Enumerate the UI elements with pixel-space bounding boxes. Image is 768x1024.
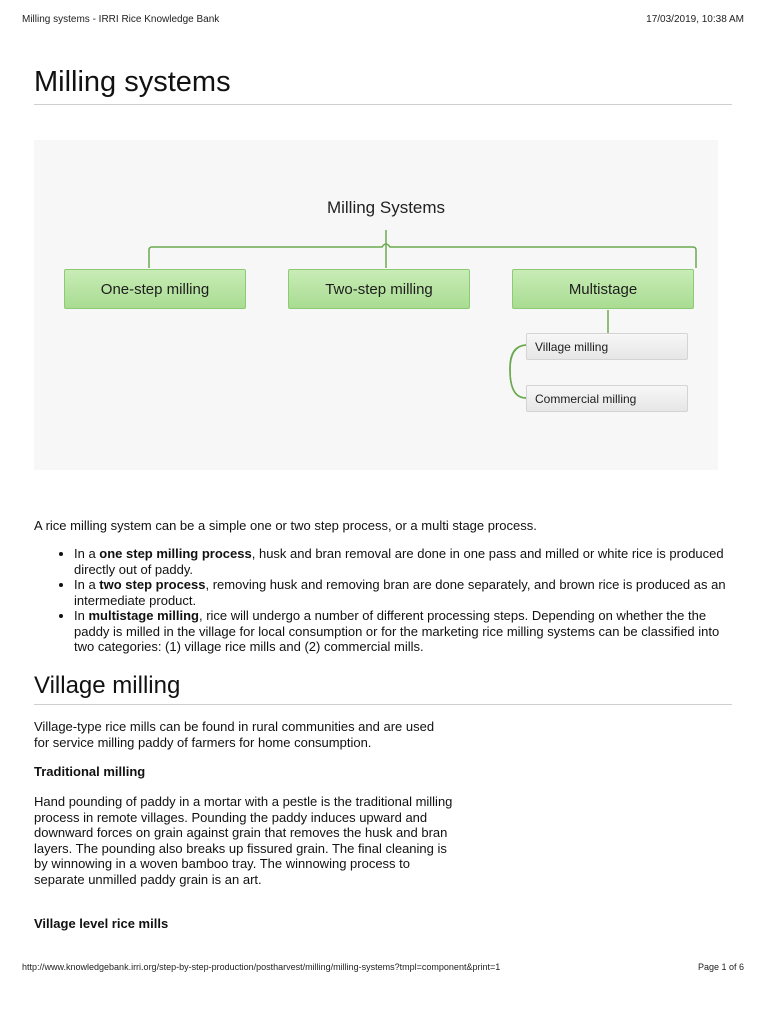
milling-systems-diagram: [34, 140, 718, 470]
subnode-village-milling: Village milling: [526, 333, 688, 360]
section-title-village-milling: Village milling: [34, 672, 181, 699]
print-footer: [22, 962, 744, 972]
list-item: • In multistage milling, rice will undergo a number of different processing steps. Depending on whether the the paddy is milled in the village for local consumption or for the marketing rice milling systems can be classified into two categories: (1) village rice mills and (2) commercial mills.: [74, 608, 734, 655]
print-header-datetime: 17/03/2019, 10:38 AM: [646, 14, 744, 25]
connector-horizontal: [149, 244, 696, 268]
subnode-commercial-milling: Commercial milling: [526, 385, 688, 412]
subheading-village-level-rice-mills: Village level rice mills: [34, 916, 169, 931]
section-divider: [34, 704, 732, 705]
print-header: [22, 14, 744, 25]
footer-url: http://www.knowledgebank.irri.org/step-by-step-production/postharvest/milling/milling-systems?tmpl=component&print=1: [22, 962, 501, 972]
node-one-step-milling: One-step milling: [64, 269, 246, 309]
page-title: Milling systems: [34, 66, 231, 98]
title-divider: [34, 104, 732, 105]
term-multistage: multistage milling: [88, 608, 199, 623]
list-item: • In a one step milling process, husk and bran removal are done in one pass and milled or white rice is produced directly out of paddy.: [74, 546, 734, 577]
subheading-traditional-milling: Traditional milling: [34, 764, 146, 779]
intro-paragraph: A rice milling system can be a simple one or two step process, or a multi stage process.: [34, 518, 537, 533]
diagram-title: Milling Systems: [326, 198, 446, 217]
term-two-step: two step process: [99, 577, 206, 592]
traditional-milling-paragraph: Hand pounding of paddy in a mortar with a pestle is the traditional milling process in remote villages. Pounding the paddy induces upward and downward forces on grain against grain that removes the husk and bran layers. The pounding also breaks up fissured grain. The final cleaning is by winnowing in a woven bamboo tray. The winnowing process to separate unmilled paddy grain is an art.: [34, 794, 453, 887]
node-two-step-milling: Two-step milling: [288, 269, 470, 309]
list-item: • In a two step process, removing husk and removing bran are done separately, and brown rice is produced as an intermediate product.: [74, 577, 734, 608]
print-header-title: Milling systems - IRRI Rice Knowledge Bank: [22, 14, 220, 25]
node-multistage: Multistage: [512, 269, 694, 309]
term-one-step: one step milling process: [99, 546, 252, 561]
village-intro-paragraph: Village-type rice mills can be found in rural communities and are used for service milling paddy of farmers for home consumption.: [34, 719, 435, 750]
footer-page-number: Page 1 of 6: [697, 962, 744, 972]
milling-process-list: [34, 546, 734, 655]
